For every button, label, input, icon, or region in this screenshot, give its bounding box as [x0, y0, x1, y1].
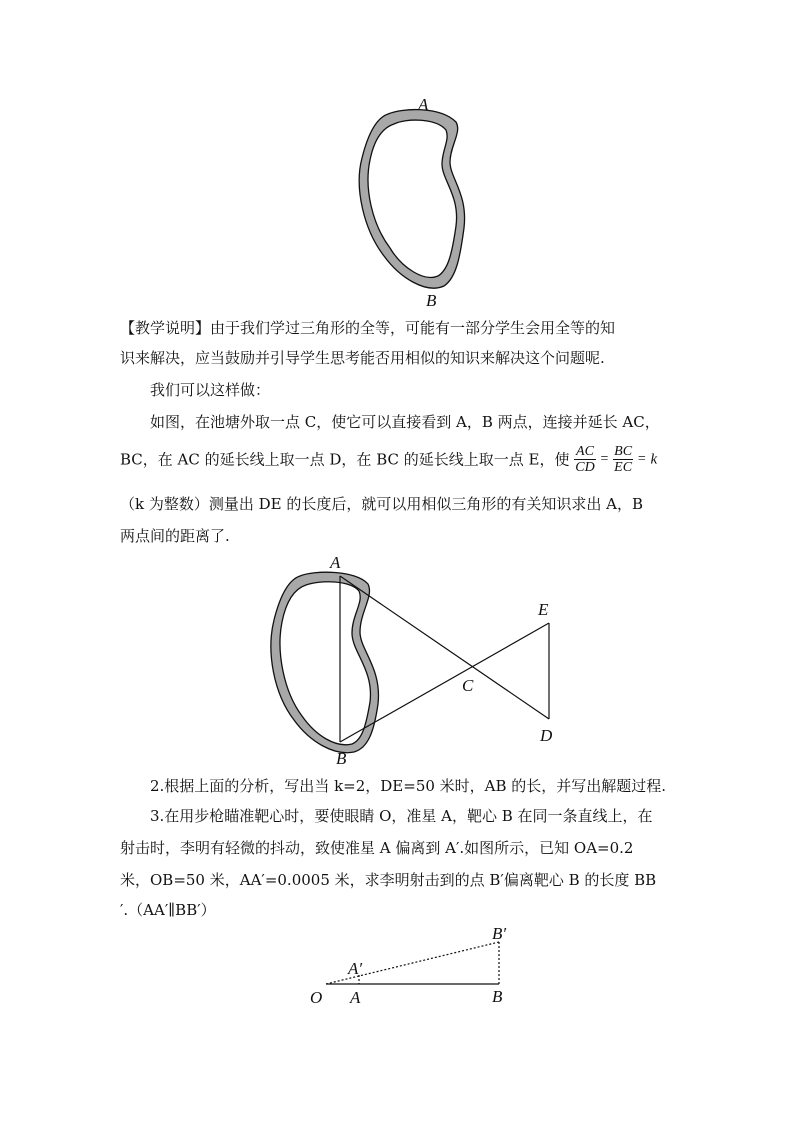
- question-3-line-2: 射击时，李明有轻微的抖动，致使准星 A 偏离到 A′.如图所示，已知 OA=0.2: [120, 839, 634, 857]
- pond-figure: [340, 88, 490, 313]
- method-line-1: 如图，在池塘外取一点 C，使它可以直接看到 A，B 两点，连接并延长 AC，: [150, 413, 660, 431]
- method-line-2-text: BC，在 AC 的延长线上取一点 D，在 BC 的延长线上取一点 E，使: [120, 450, 570, 469]
- fig3-point-b-prime: B′: [492, 924, 507, 943]
- method-line-2: [120, 444, 680, 475]
- fig2-point-b: B: [336, 749, 347, 768]
- method-line-4: 两点间的距离了.: [120, 527, 230, 545]
- point-a-label: A: [418, 95, 429, 114]
- fig3-point-a-prime: A′: [348, 959, 363, 978]
- question-3-line-4: ′.（AA′∥BB′）: [120, 901, 216, 919]
- method-line-3: （k 为整数）测量出 DE 的长度后，就可以用相似三角形的有关知识求出 A，B: [120, 495, 643, 513]
- fig3-point-o: O: [310, 988, 323, 1007]
- similar-triangles-figure: [260, 552, 580, 774]
- intro-text: 我们可以这样做：: [150, 381, 271, 399]
- pond-shape: [359, 110, 464, 289]
- rifle-sighting-figure: [300, 925, 530, 1010]
- equals-sign-2: =: [637, 451, 646, 467]
- ratio-k: k: [650, 451, 658, 468]
- fraction-bc-ec: [613, 444, 633, 475]
- fig2-point-c: C: [462, 676, 474, 695]
- fraction-1-denominator: CD: [575, 460, 595, 475]
- fig2-point-d: D: [540, 726, 553, 745]
- fig2-point-a: A: [330, 553, 341, 572]
- equals-sign-1: =: [600, 451, 609, 467]
- question-2: 2.根据上面的分析，写出当 k=2，DE=50 米时，AB 的长，并写出解题过程.: [150, 777, 667, 795]
- fraction-2-numerator: BC: [614, 444, 633, 459]
- fraction-2-denominator: EC: [614, 460, 633, 475]
- teaching-note-line-1: 【教学说明】由于我们学过三角形的全等，可能有一部分学生会用全等的知: [120, 319, 616, 337]
- fig3-point-b: B: [492, 987, 503, 1006]
- fraction-1-numerator: AC: [576, 444, 594, 459]
- point-b-label: B: [426, 291, 437, 310]
- teaching-note-line-2: 识来解决，应当鼓励并引导学生思考能否用相似的知识来解决这个问题呢.: [120, 349, 605, 367]
- question-3-line-1: 3.在用步枪瞄准靶心时，要使眼睛 O，准星 A，靶心 B 在同一条直线上，在: [150, 807, 653, 825]
- fig2-point-e: E: [538, 600, 549, 619]
- pond-shape-2: [271, 572, 379, 752]
- fraction-ac-cd: [574, 444, 595, 475]
- question-3-line-3: 米，OB=50 米，AA′=0.0005 米，求李明射击到的点 B′偏离靶心 B 的长度 BB: [120, 871, 657, 889]
- fig3-point-a: A: [350, 988, 361, 1007]
